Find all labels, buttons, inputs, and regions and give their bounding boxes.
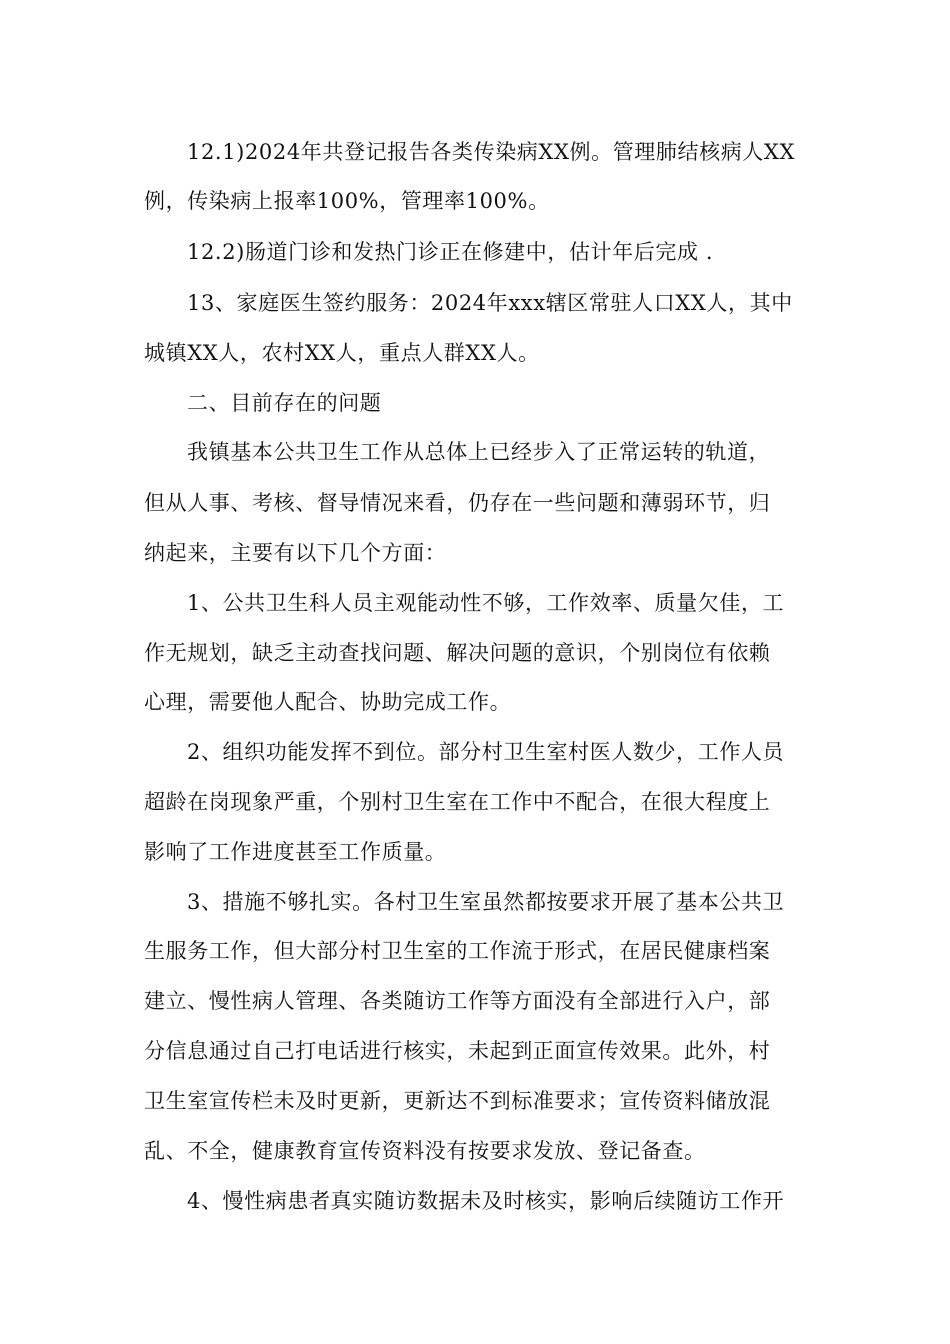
- text-line: 3、措施不够扎实。各村卫生室虽然都按要求开展了基本公共卫: [187, 890, 785, 914]
- text-line: 13、家庭医生签约服务：2024年xxx辖区常驻人口XX人，其中: [187, 291, 793, 315]
- text-line: 12.2)肠道门诊和发热门诊正在修建中，估计年后完成 .: [187, 240, 714, 264]
- text-line: 分信息通过自己打电话进行核实，未起到正面宣传效果。此外，村: [144, 1039, 771, 1063]
- text-line: 但从人事、考核、督导情况来看，仍存在一些问题和薄弱环节，归: [144, 491, 771, 515]
- text-line: 作无规划，缺乏主动查找问题、解决问题的意识，个别岗位有依赖: [144, 641, 771, 665]
- text-line: 12.1)2024年共登记报告各类传染病XX例。管理肺结核病人XX: [187, 140, 795, 164]
- text-line: 乱、不全，健康教育宣传资料没有按要求发放、登记备查。: [144, 1139, 706, 1163]
- text-line: 生服务工作，但大部分村卫生室的工作流于形式，在居民健康档案: [144, 939, 771, 963]
- text-line: 例，传染病上报率100%，管理率100%。: [144, 189, 550, 213]
- text-line: 我镇基本公共卫生工作从总体上已经步入了正常运转的轨道，: [187, 440, 771, 464]
- text-line: 心理，需要他人配合、协助完成工作。: [144, 690, 512, 714]
- text-line: 超龄在岗现象严重，个别村卫生室在工作中不配合，在很大程度上: [144, 790, 771, 814]
- text-line: 卫生室宣传栏未及时更新，更新达不到标准要求；宣传资料储放混: [144, 1089, 771, 1113]
- text-line: 4、慢性病患者真实随访数据未及时核实，影响后续随访工作开: [187, 1189, 785, 1213]
- text-line: 纳起来，主要有以下几个方面：: [144, 541, 447, 565]
- text-line: 1、公共卫生科人员主观能动性不够，工作效率、质量欠佳，工: [187, 591, 785, 615]
- text-line: 城镇XX人，农村XX人，重点人群XX人。: [144, 341, 540, 365]
- text-line: 影响了工作进度甚至工作质量。: [144, 840, 447, 864]
- text-line: 2、组织功能发挥不到位。部分村卫生室村医人数少，工作人员: [187, 740, 785, 764]
- section-heading: 二、目前存在的问题: [187, 391, 382, 415]
- text-line: 建立、慢性病人管理、各类随访工作等方面没有全部进行入户，部: [144, 989, 771, 1013]
